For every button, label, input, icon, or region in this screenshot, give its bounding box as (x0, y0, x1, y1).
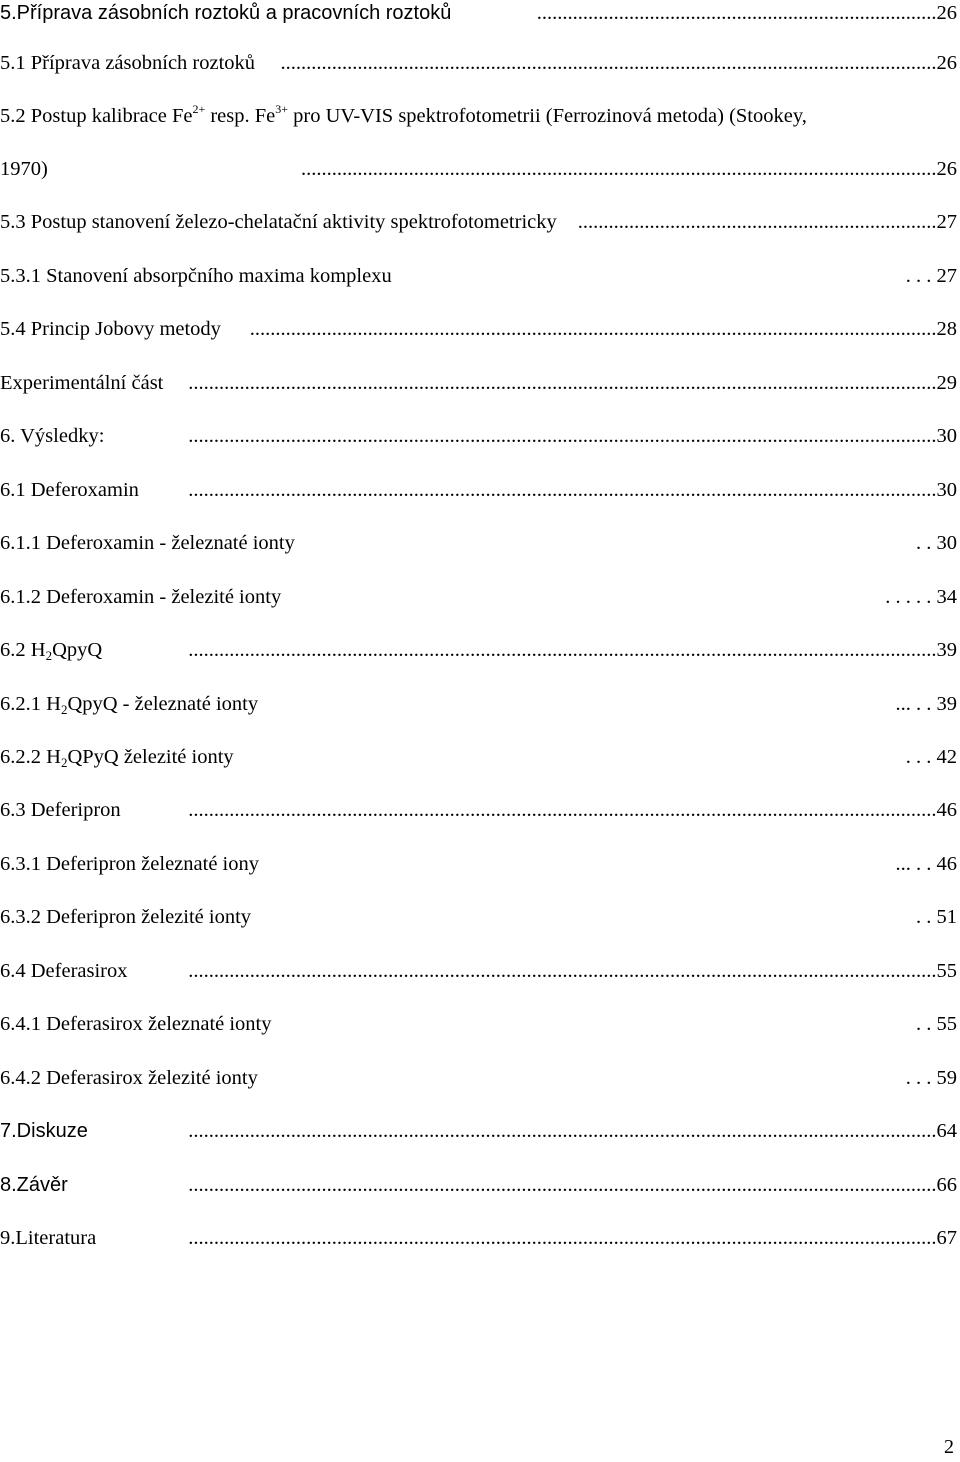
toc-entry-page: 39 (936, 693, 957, 715)
toc-entry-page: 39 (936, 639, 957, 661)
toc-entry-page: 34 (936, 586, 957, 608)
toc-entry-leader: 39.................................................................................................................................................. (188, 639, 957, 661)
toc-entry[interactable] (0, 902, 957, 932)
toc-entry-page: 26 (936, 2, 957, 24)
toc-entry-page: 29 (936, 372, 957, 394)
toc-entry-page: 66 (936, 1174, 957, 1196)
toc-entry[interactable] (0, 849, 957, 879)
toc-entry[interactable] (0, 207, 957, 237)
toc-entry[interactable] (0, 101, 957, 131)
toc-entry[interactable] (0, 528, 957, 558)
toc-entry-label: 5.Příprava zásobních roztoků a pracovních roztoků (0, 0, 453, 28)
toc-entry-leader: 26............................................................................................................................ (301, 158, 957, 180)
toc-entry[interactable] (0, 1009, 957, 1039)
toc-entry-leader: 55 . . (916, 1013, 957, 1035)
toc-entry-leader: 26................................................................................................................................ (280, 52, 957, 74)
toc-entry-page: 46 (936, 853, 957, 875)
toc-entry-leader: 30.................................................................................................................................................. (188, 425, 957, 447)
toc-entry-page: 28 (936, 318, 957, 340)
toc-entry[interactable] (0, 261, 957, 291)
toc-entry-leader: 64.................................................................................................................................................. (188, 1120, 957, 1142)
toc-entry[interactable] (0, 475, 957, 505)
toc-entry-page: 30 (936, 425, 957, 447)
toc-entry-leader: 39 . . ... (895, 693, 957, 715)
toc-entry-label: 6.2.1 $H_2QpyQ$ - železnaté ionty (0, 689, 260, 719)
toc-entry-leader: 29.................................................................................................................................................. (188, 372, 957, 394)
toc-entry-leader: 28...................................................................................................................................... (249, 318, 957, 340)
toc-entry[interactable] (0, 314, 957, 344)
toc-entry-label: 6.1.1 Deferoxamin - železnaté ionty (0, 528, 297, 558)
toc-entry-leader: 27 . . . (905, 265, 957, 287)
toc-entry-page: 59 (936, 1067, 957, 1089)
toc-entry[interactable] (0, 689, 957, 719)
toc-entry[interactable] (0, 0, 957, 28)
toc-entry-label: 5.1 Příprava zásobních roztoků (0, 48, 257, 78)
toc-entry-label: 1970) (0, 154, 50, 184)
toc-entry-label: 6.4.2 Deferasirox železité ionty (0, 1063, 260, 1093)
toc-entry[interactable] (0, 635, 957, 665)
toc-entry-label: 6.2.2 $H_2QPyQ$ železité ionty (0, 742, 236, 772)
toc-entry-page: 30 (936, 532, 957, 554)
subscript-index: 2 (60, 702, 68, 717)
toc-entry-page: 27 (936, 265, 957, 287)
toc-entry-leader: 30 . . (916, 532, 957, 554)
toc-entry-leader: 51 . . (916, 906, 957, 928)
toc-entry[interactable] (0, 1170, 957, 1200)
toc-entry-leader: 34 . . . . . (885, 586, 957, 608)
page-number: 2 (944, 1436, 954, 1458)
superscript-charge: 2+ (192, 102, 206, 116)
toc-entry-leader: 46 . . ... (895, 853, 957, 875)
toc-entry-label: 6.4 Deferasirox (0, 956, 130, 986)
toc-entry-leader: 26.............................................................................. (536, 2, 957, 24)
toc-entry[interactable] (0, 421, 957, 451)
toc-entry-page: 46 (936, 799, 957, 821)
toc-entry-page: 51 (936, 906, 957, 928)
toc-entry-label: 5.3.1 Stanovení absorpčního maxima komplexu (0, 261, 394, 291)
toc-entry-label: 5.4 Princip Jobovy metody (0, 314, 223, 344)
toc-entry-leader: 46.................................................................................................................................................. (188, 799, 957, 821)
toc-entry-label: 6.1.2 Deferoxamin - železité ionty (0, 582, 283, 612)
toc-entry-leader: 30.................................................................................................................................................. (188, 479, 957, 501)
toc-entry[interactable] (0, 956, 957, 986)
toc-entry[interactable] (0, 742, 957, 772)
toc-entry-leader: 59 . . . (905, 1067, 957, 1089)
toc-entry[interactable] (0, 368, 957, 398)
toc-entry[interactable] (0, 582, 957, 612)
toc-entry-continuation[interactable] (0, 154, 957, 184)
subscript-index: 2 (45, 648, 53, 663)
toc-entry-leader: 67.................................................................................................................................................. (188, 1227, 957, 1249)
toc-entry-page: 55 (936, 1013, 957, 1035)
toc-entry-label: 5.2 Postup kalibrace $Fe^{2+}$ resp. $Fe^{3+}$ pro UV-VIS spektrofotometrii (Ferrozinová metoda) (Stookey, (0, 101, 809, 131)
toc-entry-label: 6.2 $H_2QpyQ$ (0, 635, 104, 665)
toc-entry-label: 8.Závěr (0, 1170, 70, 1200)
toc-entry-label: 9.Literatura (0, 1223, 98, 1253)
toc-entry-page: 64 (936, 1120, 957, 1142)
toc-entry-page: 55 (936, 960, 957, 982)
subscript-index: 2 (60, 755, 68, 770)
toc-entry-leader: 42 . . . (905, 746, 957, 768)
toc-entry-page: 42 (936, 746, 957, 768)
toc-entry[interactable] (0, 1116, 957, 1146)
toc-entry-leader: 27...................................................................... (577, 211, 957, 233)
toc-entry[interactable] (0, 1223, 957, 1253)
toc-entry-label: 6.3.2 Deferipron železité ionty (0, 902, 253, 932)
toc-entry-leader: 55.................................................................................................................................................. (188, 960, 957, 982)
toc-entry-leader: 66.................................................................................................................................................. (188, 1174, 957, 1196)
toc-entry[interactable] (0, 1063, 957, 1093)
toc-entry-label: 6.1 Deferoxamin (0, 475, 141, 505)
toc-entry-page: 26 (936, 52, 957, 74)
toc-entry-label: 7.Diskuze (0, 1116, 90, 1146)
toc-entry[interactable] (0, 795, 957, 825)
toc-entry-page: 26 (936, 158, 957, 180)
toc-entry-label: 5.3 Postup stanovení železo-chelatační aktivity spektrofotometricky (0, 207, 559, 237)
toc-entry-page: 27 (936, 211, 957, 233)
toc-entry-label: 6.3.1 Deferipron železnaté iony (0, 849, 261, 879)
toc-entry[interactable] (0, 48, 957, 78)
toc-entry-label: 6.3 Deferipron (0, 795, 123, 825)
toc-entry-page: 67 (936, 1227, 957, 1249)
toc-entry-page: 30 (936, 479, 957, 501)
toc-entry-label: 6. Výsledky: (0, 421, 106, 451)
toc-entry-label: Experimentální část (0, 368, 165, 398)
superscript-charge: 3+ (275, 102, 289, 116)
toc-entry-label: 6.4.1 Deferasirox železnaté ionty (0, 1009, 274, 1039)
